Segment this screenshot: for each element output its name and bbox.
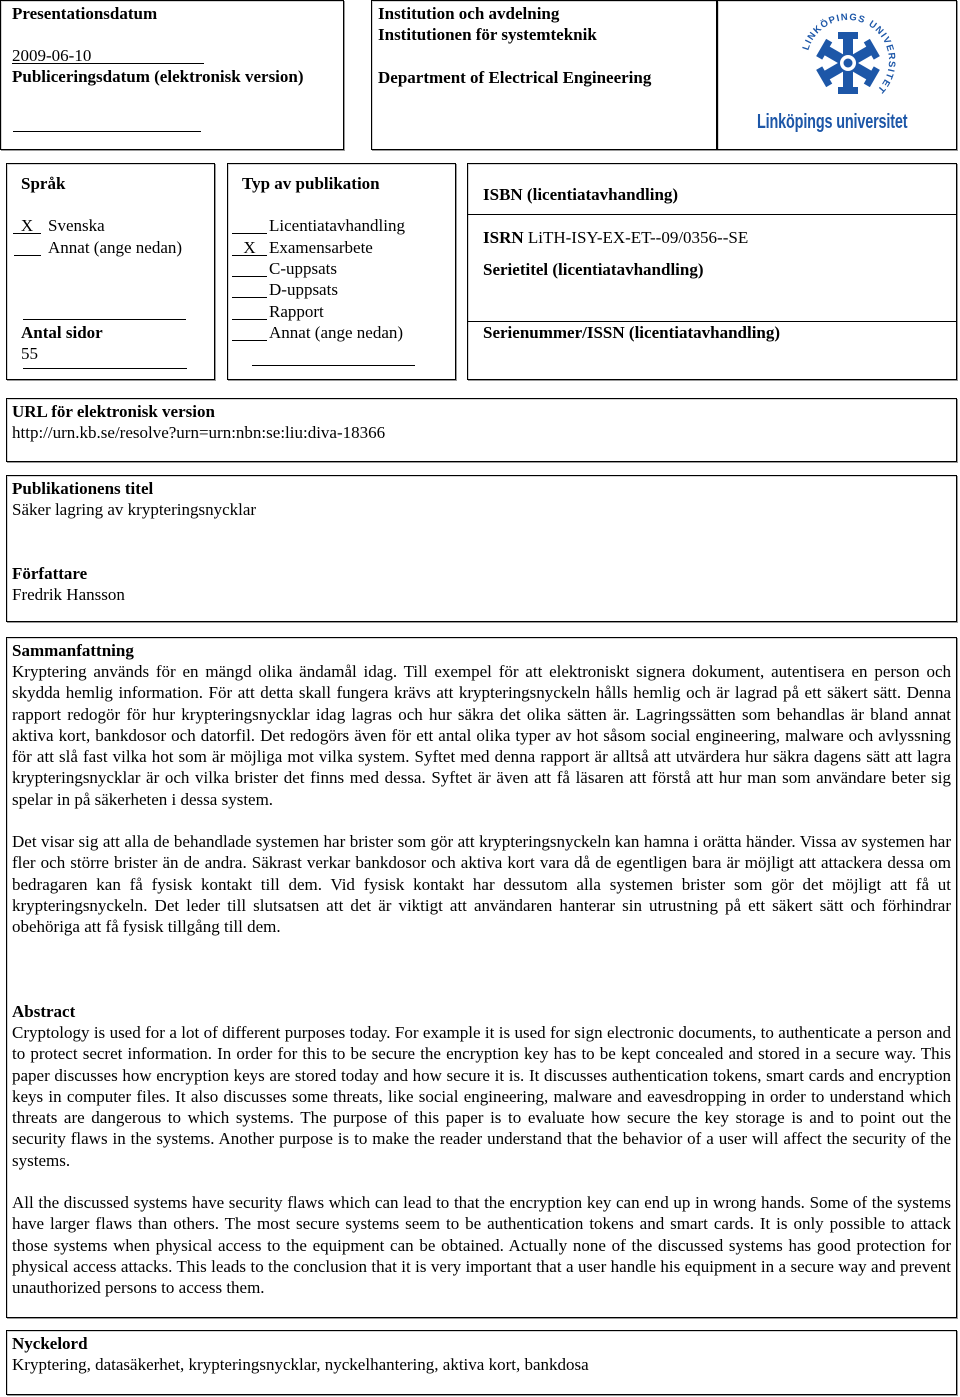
series-title-label: Serietitel (licentiatavhandling) [483,260,704,279]
seal-emblem [816,32,880,94]
isrn-row [483,227,748,248]
language-box [6,163,215,380]
publication-type-mark [232,301,267,320]
keywords-value: Kryptering, datasäkerhet, krypteringsnycklar, nyckelhantering, aktiva kort, bankdosa [12,1355,589,1374]
publication-type-mark [232,215,267,234]
institution-line2: Department of Electrical Engineering [378,68,652,87]
isrn-value: LiTH-ISY-EX-ET--09/0356--SE [527,228,749,247]
language-other-blank [23,319,186,320]
publication-type-option: Licentiatavhandling [269,216,405,235]
publication-type-mark [232,322,267,341]
presentation-date-value: 2009-06-10 [12,45,204,64]
publication-type-other-blank [252,365,415,366]
publication-type-box [227,163,456,380]
presentation-date-label: Presentationsdatum [12,4,158,23]
abstract-paragraph: All the discussed systems have security flaws which can lead to that the encryption key can end up in wrong hands. Some of the systems have larger flaws than others. The most secure systems seem to be authentication tokens and smart cards. It is only possible to attack those systems when physical access to the equipment can be obtained. Actually none of the discussed systems has good protection for physical access attacks. This leads to the conclusion that it is very important that a user handle his equipment in a secure way and prevent unauthorized persons to access them. [12,1193,951,1298]
institution-label: Institution och avdelning [378,4,560,23]
url-label: URL för elektronisk version [12,402,215,421]
publication-type-mark: X [232,237,267,256]
publication-type-mark [232,279,267,298]
summary-paragraph: Kryptering används för en mängd olika ändamål idag. Till exempel för att elektroniskt signera dokument, autentisera en person och skydda hemlig information. För att detta skall fungera krävs att krypteringsnyckeln hålls hemlig och är lagrad på ett säkert sätt. Denna rapport redogör för hur krypteringsnycklar idag lagras och hur säkra det olika sätten är. Lagringssätten som behandlas är bland annat aktiva kort, bankdosor och datorfil. Det redogörs även för ett antal olika typer av hot såsom social engineering, malware och avlyssning för att slå fast vilka hot som är möjliga mot vilka system. Syftet med denna rapport är alltså att utvärdera hur säkra dagens sätt att lagra krypteringsnycklar är och vilka brister det finns med dessa. Syftet är även att få läsaren att förstå att hur man som användare beter sig spelar in på säkerheten i dessa system. [12,662,951,809]
publication-type-mark [232,258,267,277]
language-option-label: Annat (ange nedan) [48,238,183,257]
publication-type-option: C-uppsats [269,259,337,278]
university-logo-text: Linköpings universitet [757,111,908,133]
isbn-divider [468,214,956,215]
title-value: Säker lagring av krypteringsnycklar [12,500,257,519]
abstract-paragraph: Cryptology is used for a lot of different purposes today. For example it is used for sign electronic documents, to authenticate a person and to protect secret information. In order for this to be secure the encryption key has to be kept concealed and stored in a secure way. This paper discusses how encryption keys are stored today and how secure it is. It discusses authentication tokens, smart cards and encryption keys in computer files. It also discusses some threats, like social engineering, malware and eavesdropping in order to understand which threats are dangerous to which systems. The purpose of this paper is to evaluate how secure the key storage is and to point out the security flaws in the systems. Another purpose is to make the reader understand that the behavior of a user will affect the security of the systems. [12,1023,951,1170]
url-box [6,398,957,462]
title-author-box [6,475,957,622]
summary-paragraph: Det visar sig att alla de behandlade systemen har brister som gör att krypteringsnyckeln kan hamna i orätta händer. Vissa av systemen har fler och större brister än de andra. Säkrast verkar bankdosor och aktiva kort vara då de egentligen bara är möjligt att attackera dessa om bedragaren kan få fysisk kontakt till dem. Vid fysisk kontakt har dessutom alla systemen brister som gör det möjligt att få ut krypteringsnyckeln. Det leder till slutsatsen att det är viktigt att användaren hanterar sin utrustning på ett säkert sätt och förhindrar obehöriga att få fysisk tillgång till dem. [12,832,951,937]
language-option-mark [14,237,41,256]
language-option-mark: X [13,215,41,234]
abstract-label: Abstract [12,1002,76,1021]
keywords-label: Nyckelord [12,1334,88,1353]
publication-type-option: Rapport [269,302,324,321]
dates-box [0,0,344,150]
language-label: Språk [21,174,66,193]
summary-box [6,637,957,1318]
series-box [467,163,957,380]
pages-underline [23,368,187,369]
seal-text: LINKÖPINGS UNIVERSITET [800,11,898,96]
publication-date-blank [13,131,201,132]
author-label: Författare [12,564,88,583]
isrn-label: ISRN [483,228,524,247]
publication-type-label: Typ av publikation [242,174,380,193]
url-link[interactable]: http://urn.kb.se/resolve?urn=urn:nbn:se:liu:diva-18366 [12,423,386,442]
keywords-box [6,1330,957,1395]
publication-type-option: Annat (ange nedan) [269,323,404,342]
isbn-label: ISBN (licentiatavhandling) [483,185,679,204]
publication-type-option: Examensarbete [269,238,373,257]
institution-line1: Institutionen för systemteknik [378,25,597,44]
pages-value: 55 [21,344,38,363]
pages-label: Antal sidor [21,323,103,342]
title-label: Publikationens titel [12,479,154,498]
series-number-label: Serienummer/ISSN (licentiatavhandling) [483,323,781,342]
logo-box [717,0,957,150]
university-seal-icon [798,11,898,111]
author-value: Fredrik Hansson [12,585,125,604]
publication-date-label: Publiceringsdatum (elektronisk version) [12,67,304,86]
publication-type-option: D-uppsats [269,280,338,299]
summary-label: Sammanfattning [12,641,134,660]
language-option-label: Svenska [48,216,105,235]
institution-box [371,0,717,150]
